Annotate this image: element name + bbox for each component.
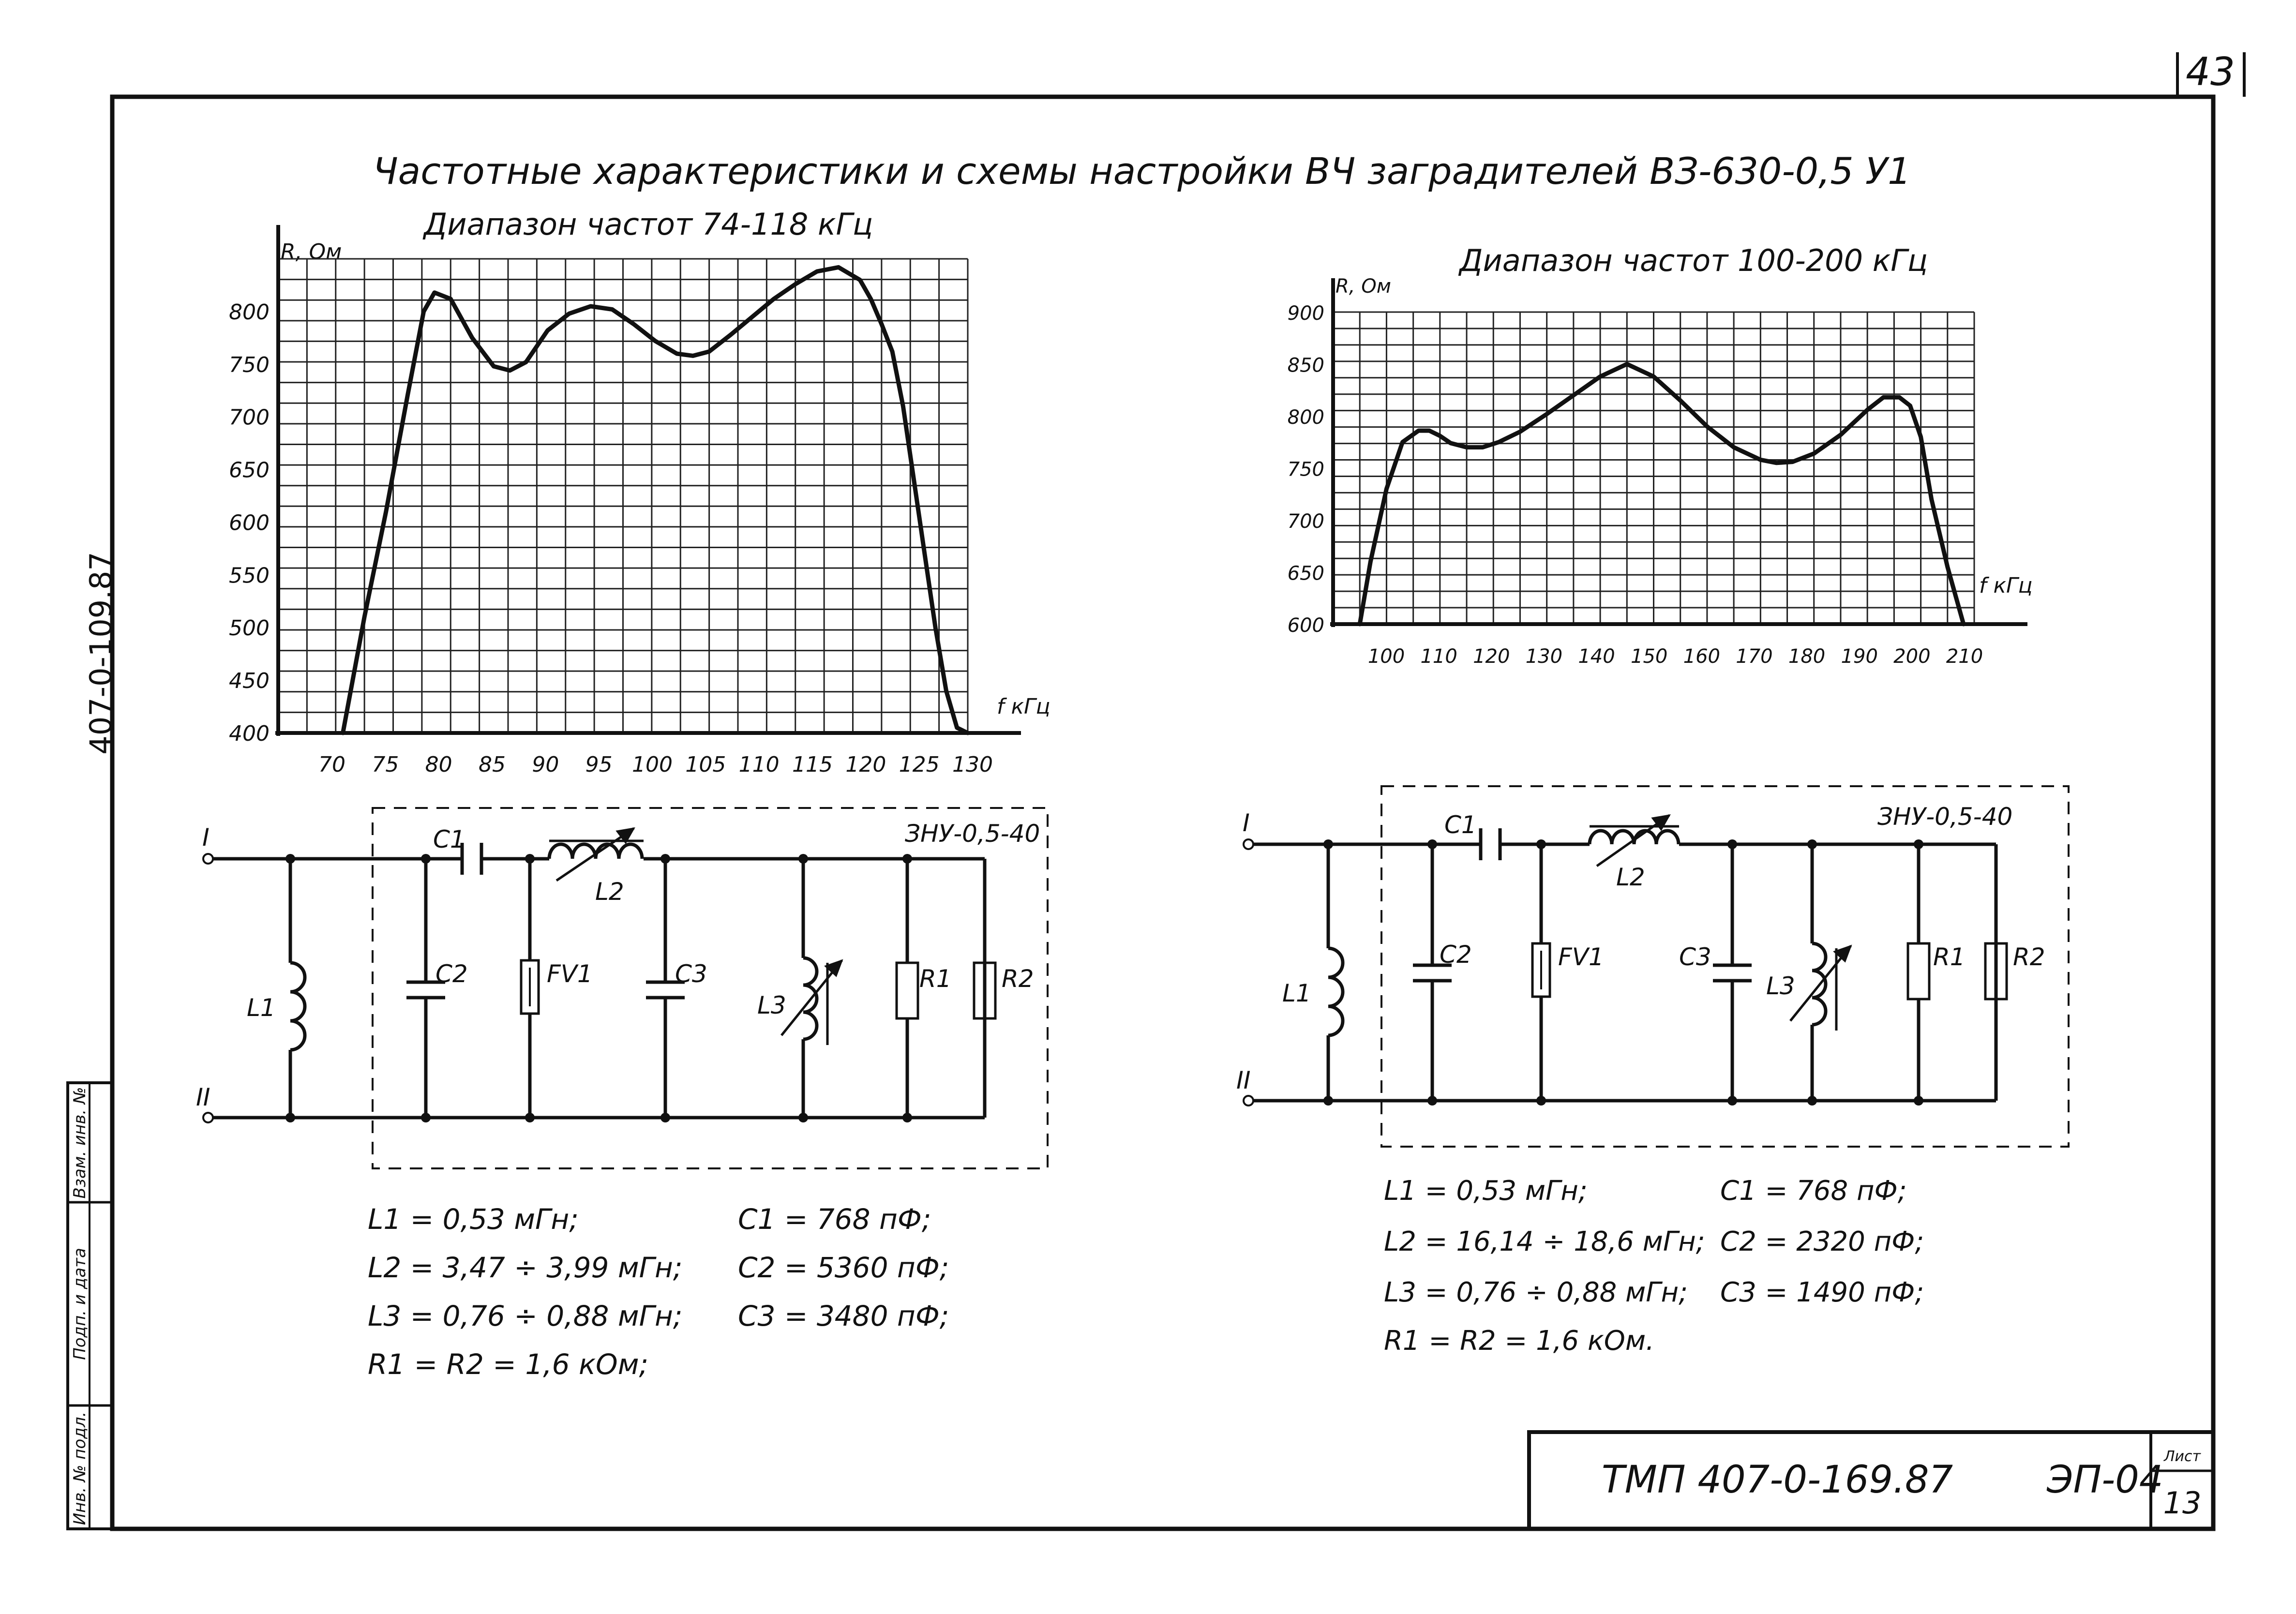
chart-right xyxy=(1288,243,2033,668)
y-tick-label: 750 xyxy=(229,352,270,377)
chart-left-xlabel: f кГц xyxy=(997,694,1050,719)
device-label-left: ЗНУ-0,5-40 xyxy=(905,820,1040,848)
label-c3-right: C3 xyxy=(1679,943,1711,971)
schematic-right-labels xyxy=(1236,803,2045,1094)
x-tick-label: 75 xyxy=(372,752,399,777)
chart-right-grid xyxy=(1333,312,1974,624)
resistor-r1-right xyxy=(1908,844,1929,1101)
x-tick-label: 170 xyxy=(1736,645,1773,668)
value-l2-left: L2 = 3,47 ÷ 3,99 мГн; xyxy=(368,1251,683,1284)
resistor-r1-left xyxy=(897,859,918,1118)
series-line xyxy=(1360,364,1964,625)
capacitor-c3-right xyxy=(1713,844,1752,1101)
chart-left-ylabel: R, Ом xyxy=(281,239,342,264)
value-l3-right: L3 = 0,76 ÷ 0,88 мГн; xyxy=(1384,1277,1688,1308)
value-r-left: R1 = R2 = 1,6 кОм; xyxy=(368,1348,648,1381)
label-c1-left: C1 xyxy=(433,825,465,853)
capacitor-c1-right xyxy=(1481,828,1500,860)
y-tick-label: 600 xyxy=(1287,614,1324,637)
drawing-section: ЭП-04 xyxy=(2047,1458,2163,1502)
x-tick-label: 70 xyxy=(318,752,345,777)
stamp-vzam-inv: Взам. инв. № xyxy=(70,1087,90,1199)
drawing-code: ТМП 407-0-169.87 xyxy=(1602,1458,1953,1502)
sheet-number: 43 xyxy=(2186,49,2235,94)
x-tick-label: 160 xyxy=(1683,645,1720,668)
x-tick-label: 200 xyxy=(1893,645,1931,668)
label-l3-left: L3 xyxy=(757,991,786,1019)
x-tick-label: 80 xyxy=(425,752,452,777)
stamp-podp-data: Подп. и дата xyxy=(70,1248,90,1360)
x-tick-label: 110 xyxy=(738,752,780,777)
x-tick-label: 130 xyxy=(1525,645,1563,668)
label-r1-right: R1 xyxy=(1933,943,1966,971)
value-l1-left: L1 = 0,53 мГн; xyxy=(368,1203,579,1236)
label-r2-left: R2 xyxy=(1002,965,1034,993)
inductor-l1-left xyxy=(290,859,305,1118)
x-tick-label: 100 xyxy=(632,752,673,777)
schematic-left-labels xyxy=(196,820,1040,1111)
chart-left-axes xyxy=(275,225,1021,736)
x-tick-label: 105 xyxy=(685,752,726,777)
terminal-bottom-left: II xyxy=(196,1083,210,1111)
x-tick-label: 95 xyxy=(585,752,613,777)
x-tick-label: 125 xyxy=(899,752,940,777)
value-c2-left: C2 = 5360 пФ; xyxy=(738,1251,949,1284)
terminal-top-left: I xyxy=(202,823,210,852)
chart-right-ylabel: R, Ом xyxy=(1336,275,1391,298)
x-tick-label: 120 xyxy=(1473,645,1510,668)
x-tick-label: 115 xyxy=(792,752,833,777)
component-values-left xyxy=(368,1203,949,1381)
page-title: Частотные характеристики и схемы настройки ВЧ заградителей ВЗ-630-0,5 У1 xyxy=(373,149,1911,193)
x-tick-label: 100 xyxy=(1367,645,1405,668)
label-r1-left: R1 xyxy=(919,965,952,993)
value-l1-right: L1 = 0,53 мГн; xyxy=(1384,1175,1588,1207)
capacitor-c3-left xyxy=(646,859,685,1118)
terminal-bottom-right: II xyxy=(1236,1066,1251,1094)
chart-left xyxy=(229,207,1050,777)
value-c1-left: C1 = 768 пФ; xyxy=(738,1203,931,1236)
inductor-l2-left xyxy=(549,828,644,881)
label-fv1-right: FV1 xyxy=(1558,943,1604,971)
stamp-inv-podl: Инв. № подл. xyxy=(70,1411,90,1525)
device-label-right: ЗНУ-0,5-40 xyxy=(1877,803,2013,831)
x-tick-label: 110 xyxy=(1420,645,1457,668)
y-tick-label: 900 xyxy=(1287,302,1324,325)
label-c3-left: C3 xyxy=(675,960,707,988)
value-l2-right: L2 = 16,14 ÷ 18,6 мГн; xyxy=(1384,1226,1705,1257)
component-values-right xyxy=(1384,1175,1924,1357)
inductor-l1-right xyxy=(1328,844,1343,1101)
arrester-fv1-left xyxy=(521,859,539,1118)
y-tick-label: 400 xyxy=(229,721,270,746)
left-margin-code: 407-0-109.87 xyxy=(83,552,119,755)
x-tick-label: 130 xyxy=(952,752,993,777)
x-tick-label: 180 xyxy=(1788,645,1826,668)
terminal-top-right: I xyxy=(1243,809,1250,837)
value-r-right: R1 = R2 = 1,6 кОм. xyxy=(1384,1325,1654,1357)
label-l1-left: L1 xyxy=(247,994,276,1022)
x-tick-label: 150 xyxy=(1631,645,1668,668)
x-tick-label: 210 xyxy=(1946,645,1983,668)
label-c2-left: C2 xyxy=(435,960,468,988)
inductor-l3-right xyxy=(1790,844,1851,1101)
y-tick-label: 450 xyxy=(229,669,270,694)
label-l1-right: L1 xyxy=(1282,979,1311,1007)
y-tick-label: 700 xyxy=(229,405,270,430)
y-tick-label: 700 xyxy=(1287,510,1324,533)
chart-right-xlabel: f кГц xyxy=(1979,573,2033,598)
y-tick-label: 600 xyxy=(229,510,270,536)
chart-right-title: Диапазон частот 100-200 кГц xyxy=(1459,243,1928,278)
x-tick-label: 85 xyxy=(479,752,506,777)
label-c2-right: C2 xyxy=(1440,941,1472,969)
value-l3-left: L3 = 0,76 ÷ 0,88 мГн; xyxy=(368,1300,683,1332)
sheet-label: Лист xyxy=(2163,1448,2201,1465)
inductor-l2-right xyxy=(1590,815,1679,866)
y-tick-label: 800 xyxy=(229,299,270,325)
chart-left-grid xyxy=(278,259,968,733)
x-tick-label: 90 xyxy=(532,752,559,777)
y-tick-label: 650 xyxy=(1287,562,1324,585)
value-c3-right: C3 = 1490 пФ; xyxy=(1720,1277,1924,1308)
y-tick-label: 550 xyxy=(229,563,270,588)
value-c1-right: C1 = 768 пФ; xyxy=(1720,1175,1907,1207)
series-line xyxy=(343,267,968,733)
y-tick-label: 850 xyxy=(1287,354,1324,377)
label-l2-right: L2 xyxy=(1616,863,1645,891)
capacitor-c2-left xyxy=(406,859,445,1118)
label-l2-left: L2 xyxy=(595,878,624,906)
sheet-count: 13 xyxy=(2163,1485,2202,1521)
label-r2-right: R2 xyxy=(2013,943,2045,971)
y-tick-label: 500 xyxy=(229,616,270,641)
label-c1-right: C1 xyxy=(1444,811,1477,839)
x-tick-label: 140 xyxy=(1578,645,1615,668)
inductor-l3-left xyxy=(781,859,842,1118)
chart-left-ticks xyxy=(229,300,993,777)
y-tick-label: 650 xyxy=(229,458,270,483)
label-l3-right: L3 xyxy=(1766,972,1795,1000)
label-fv1-left: FV1 xyxy=(547,960,593,988)
arrester-fv1-right xyxy=(1532,844,1550,1101)
y-tick-label: 800 xyxy=(1287,406,1324,429)
value-c3-left: C3 = 3480 пФ; xyxy=(738,1300,949,1332)
chart-right-series xyxy=(1360,364,1964,625)
value-c2-right: C2 = 2320 пФ; xyxy=(1720,1226,1924,1257)
capacitor-c2-right xyxy=(1413,844,1452,1101)
chart-right-ticks xyxy=(1288,302,1983,668)
chart-left-title: Диапазон частот 74-118 кГц xyxy=(423,207,873,242)
x-tick-label: 120 xyxy=(845,752,886,777)
chart-left-series xyxy=(343,267,968,733)
x-tick-label: 190 xyxy=(1841,645,1878,668)
y-tick-label: 750 xyxy=(1287,458,1324,481)
